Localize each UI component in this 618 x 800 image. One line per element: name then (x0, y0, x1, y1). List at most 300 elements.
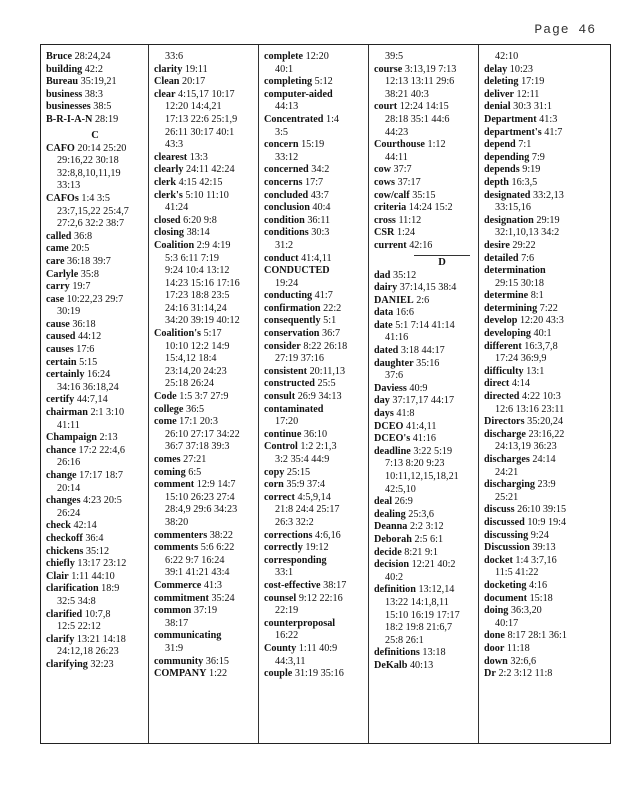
index-term: Code (154, 391, 177, 403)
index-entry (484, 656, 608, 669)
index-entry (46, 89, 144, 102)
index-term: case (46, 293, 65, 305)
page-line-refs-continued: 25:18 26:24 (165, 378, 214, 390)
page-line-refs-continued: 11:5 41:22 (495, 567, 539, 579)
page-line-refs: 13:17 23:12 (77, 558, 127, 570)
index-entry (264, 177, 364, 190)
page-line-refs: 2:2 3:12 11:8 (498, 668, 553, 680)
index-term: chairman (46, 407, 88, 419)
index-term: current (374, 239, 407, 251)
page-line-refs-continued: 40:2 (385, 571, 404, 583)
index-term: copy (264, 466, 285, 478)
index-entry (484, 341, 608, 366)
index-entry (46, 583, 144, 608)
page-line-refs-continued: 36:7 37:18 39:3 (165, 441, 230, 453)
index-entry (484, 190, 608, 215)
index-entry (484, 315, 608, 328)
index-entry (46, 571, 144, 584)
page-line-refs: 10:23 (509, 63, 533, 75)
index-entry (264, 378, 364, 391)
index-term: CAFO (46, 142, 75, 154)
index-entry (484, 580, 608, 593)
page-line-refs: 30:3 (311, 227, 330, 239)
index-entry (484, 114, 608, 127)
index-term: college (154, 403, 184, 415)
page-line-refs: 10:7,8 (84, 608, 111, 620)
index-term: dairy (374, 282, 398, 294)
index-entry (264, 76, 364, 89)
index-entry (264, 290, 364, 303)
index-column-5 (479, 45, 612, 743)
index-term: certain (46, 356, 77, 368)
page-line-refs: 1:24 (396, 227, 416, 239)
page-line-refs: 13:21 14:18 (76, 633, 126, 645)
index-entry (154, 152, 254, 165)
page-line-refs: 40:9 (409, 382, 428, 394)
page-line-refs: 42:16 (409, 239, 433, 251)
index-entry (154, 64, 254, 77)
page-line-refs-continued: 38:20 (165, 516, 189, 528)
page-line-refs-continued: 7:13 8:20 9:23 (385, 458, 445, 470)
index-entry (374, 433, 474, 446)
index-term: counsel (264, 592, 297, 604)
page-line-refs: 41:3 (203, 579, 222, 591)
index-entry (484, 152, 608, 165)
index-entry (264, 668, 364, 681)
index-entry (46, 294, 144, 319)
index-term: B-R-I-A-N (46, 113, 93, 125)
page-line-refs-continued: 28:4,9 29:6 34:23 (165, 504, 238, 516)
page-line-refs: 7:22 (539, 302, 558, 314)
page-line-refs: 1:4 3:5 (81, 192, 110, 204)
page-line-refs: 24:14 (532, 454, 556, 465)
page-line-refs: 41:4,11 (405, 420, 437, 432)
index-entry (264, 341, 364, 366)
index-entry (46, 344, 144, 357)
index-entry (154, 190, 254, 215)
index-term: Daviess (374, 382, 407, 394)
page-line-refs: 33:6 (165, 51, 184, 62)
index-term: consider (264, 340, 301, 352)
page-line-refs: 5:6 6:22 (200, 542, 235, 554)
index-term: determination (484, 265, 546, 277)
index-term: course (374, 63, 403, 75)
index-entry (374, 647, 474, 660)
index-term: dad (374, 269, 391, 281)
page-line-refs: 25:3,6 (408, 508, 435, 520)
page-line-refs: 35:12 (85, 545, 110, 557)
index-entry (374, 559, 474, 584)
page-line-refs-continued: 5:3 6:11 7:19 (165, 252, 219, 264)
page-line-refs-continued: 24:21 (495, 466, 519, 478)
index-term: Champaign (46, 432, 97, 444)
page-line-refs: 4:22 10:3 (522, 391, 561, 403)
page-line-refs: 38:3 (84, 88, 103, 100)
page-line-refs: 16:24 (87, 369, 111, 381)
index-entry (484, 630, 608, 643)
page-line-refs-continued: 41:16 (385, 332, 409, 344)
page-line-refs-continued: 34:20 39:19 40:12 (165, 315, 240, 327)
page-line-refs: 23:16,22 (528, 428, 565, 440)
page-line-refs: 36:18 39:7 (67, 255, 111, 267)
index-term: court (374, 101, 398, 113)
page-line-refs: 13:18 (422, 647, 446, 659)
index-term: clarifying (46, 658, 88, 670)
page-line-refs-continued: 44:3,11 (275, 655, 306, 667)
page-line-refs: 38:14 (186, 227, 210, 239)
page-line-refs: 25:15 (286, 466, 311, 478)
index-entry (264, 555, 364, 580)
index-term: document (484, 592, 528, 604)
index-term: comment (154, 479, 195, 491)
index-entry (374, 660, 474, 673)
page-line-refs: 16:3,5 (511, 176, 538, 188)
index-entry (46, 281, 144, 294)
index-term: building (46, 63, 83, 75)
index-entry (374, 240, 474, 253)
index-entry (374, 270, 474, 283)
index-entry (374, 282, 474, 295)
index-term: conduct (264, 252, 299, 264)
page-line-refs: 29:22 (512, 239, 536, 251)
page-line-refs-continued: 37:6 (385, 370, 404, 382)
index-entry (374, 227, 474, 240)
index-column-2 (149, 45, 259, 743)
page-line-refs: 44:7,14 (76, 394, 108, 406)
page-line-refs: 12:21 40:2 (411, 559, 456, 571)
index-entry (264, 580, 364, 593)
index-entry (46, 319, 144, 332)
index-entry (374, 177, 474, 190)
page-line-refs: 5:10 11:10 (185, 189, 229, 201)
page-line-refs-continued: 31:9 (165, 642, 184, 654)
page-line-refs-continued: 12:13 13:11 29:6 (385, 76, 455, 88)
index-term: Carlyle (46, 268, 79, 280)
index-term: clearly (154, 164, 184, 176)
page-line-refs: 17:2 22:4,6 (78, 444, 125, 456)
index-entry (484, 89, 608, 102)
index-entry (484, 240, 608, 253)
page-line-refs: 19:12 (305, 542, 329, 554)
index-term: DCEO's (374, 433, 411, 445)
index-term: desire (484, 239, 510, 251)
page-line-refs-continued: 20:14 (57, 482, 81, 494)
page-line-refs: 7:9 (531, 151, 545, 163)
page-line-refs: 41:16 (412, 433, 436, 445)
index-entry (374, 51, 474, 64)
index-entry (46, 546, 144, 559)
page-line-refs: 38:22 (209, 529, 233, 541)
index-entry (484, 504, 608, 517)
page-line-refs-continued: 17:23 18:8 23:5 (165, 290, 230, 302)
index-entry (154, 668, 254, 681)
page-line-refs: 6:20 9:8 (183, 214, 217, 226)
index-term: completing (264, 76, 313, 88)
index-term: delay (484, 63, 508, 75)
page-line-refs-continued: 3:5 (275, 126, 289, 138)
page-line-refs: 8:21 9:1 (404, 546, 438, 558)
page-line-refs: 16:6 (395, 307, 414, 319)
index-term: different (484, 340, 522, 352)
index-entry (46, 231, 144, 244)
page-line-refs: 35:15 (412, 189, 436, 201)
page-line-refs: 9:12 22:16 (298, 592, 343, 604)
index-entry (374, 509, 474, 522)
index-entry (484, 366, 608, 379)
page-line-refs-continued: 23:7,15,22 25:4,7 (57, 205, 129, 217)
index-term: caused (46, 331, 76, 343)
index-term: concerns (264, 176, 303, 188)
index-term: condition (264, 214, 305, 226)
page-line-refs-continued: 12:5 22:12 (57, 621, 101, 633)
index-term: County (264, 642, 297, 654)
index-term: corrections (264, 529, 313, 541)
page-line-refs: 36:7 (322, 328, 341, 340)
index-term: comments (154, 542, 199, 554)
index-entry (154, 530, 254, 543)
index-term: come (154, 416, 177, 428)
index-term: days (374, 408, 394, 420)
index-term: decision (374, 559, 410, 571)
index-entry (484, 517, 608, 530)
page-line-refs: 4:6,16 (315, 529, 341, 541)
page-line-refs-continued: 15:4,12 18:4 (165, 353, 217, 365)
index-term: Clair (46, 570, 69, 582)
page-line-refs: 23:9 (537, 479, 556, 491)
page-line-refs: 31:19 35:16 (294, 668, 344, 680)
index-entry (484, 51, 608, 64)
index-entry (484, 328, 608, 341)
index-entry (374, 295, 474, 308)
index-term: corn (264, 479, 284, 491)
page-line-refs: 17:17 18:7 (79, 470, 123, 481)
index-entry (374, 496, 474, 509)
index-term: detailed (484, 252, 519, 264)
index-term: clear (154, 88, 176, 100)
page-line-refs-continued: 24:12,18 26:23 (57, 646, 119, 658)
page-line-refs: 13:3 (189, 151, 208, 163)
page-line-refs: 20:5 (71, 243, 90, 255)
index-entry (484, 643, 608, 656)
page-line-refs-continued: 38:17 (165, 617, 189, 629)
page-line-refs-continued: 27:19 37:16 (275, 353, 324, 365)
index-term: depend (484, 139, 516, 151)
index-entry (264, 114, 364, 139)
index-term: cost-effective (264, 579, 321, 591)
page-line-refs: 28:24,24 (74, 51, 111, 62)
index-term: deadline (374, 445, 411, 457)
index-term: conservation (264, 328, 320, 340)
index-entry (154, 542, 254, 580)
index-term: cross (374, 214, 396, 226)
page-line-refs-continued: 14:23 15:16 17:16 (165, 277, 240, 289)
index-entry (46, 520, 144, 533)
index-term: cows (374, 176, 395, 188)
index-entry (374, 584, 474, 647)
index-entry (374, 202, 474, 215)
page-line-refs: 1:4 (325, 113, 339, 125)
index-entry (154, 454, 254, 467)
page-line-refs-continued: 10:10 12:2 14:9 (165, 340, 230, 352)
index-entry (154, 656, 254, 669)
index-term: computer-aided (264, 88, 333, 100)
index-entry (264, 391, 364, 404)
index-term: DeKalb (374, 659, 408, 671)
index-term: Discussion (484, 542, 530, 554)
index-entry (46, 634, 144, 659)
page-line-refs: 17:1 20:3 (179, 416, 218, 428)
index-entry (264, 492, 364, 530)
index-entry (46, 432, 144, 445)
index-term: Bureau (46, 76, 79, 88)
index-term: constructed (264, 378, 315, 390)
index-term: determining (484, 302, 538, 314)
index-entry (264, 530, 364, 543)
page-line-refs-continued: 40:1 (275, 63, 294, 75)
index-entry (484, 303, 608, 316)
page-line-refs: 3:18 44:17 (400, 345, 445, 357)
index-term: Department (484, 113, 537, 125)
page-line-refs-continued: 40:17 (495, 617, 519, 629)
page-line-refs-continued: 9:24 10:4 13:12 (165, 265, 230, 277)
page-line-refs-continued: 15:10 26:23 27:4 (165, 491, 235, 503)
index-term: clerk's (154, 189, 183, 201)
page-number: Page 46 (534, 22, 596, 37)
index-entry (154, 215, 254, 228)
page-line-refs-continued: 25:8 26:1 (385, 634, 424, 646)
page-line-refs: 29:19 (536, 214, 560, 226)
page-line-refs: 40:4 (312, 202, 331, 214)
page-line-refs-continued: 41:11 (57, 419, 80, 431)
index-entry (264, 366, 364, 379)
page-line-refs: 38:17 (323, 579, 347, 591)
index-entry (46, 193, 144, 231)
index-entry (264, 190, 364, 203)
page-line-refs-continued: 28:18 35:1 44:6 (385, 113, 450, 125)
page-line-refs-continued: 15:10 16:19 17:17 (385, 609, 460, 621)
page-line-refs: 13:1 (526, 365, 545, 377)
page-line-refs: 20:17 (182, 76, 206, 88)
page-line-refs: 15:18 (529, 592, 553, 604)
index-entry (154, 240, 254, 328)
page-line-refs-continued: 33:13 (57, 180, 81, 192)
index-entry (154, 328, 254, 391)
index-entry (46, 357, 144, 370)
index-term: correct (264, 491, 295, 503)
index-term: cow (374, 164, 391, 176)
page-line-refs-continued: 34:16 36:18,24 (57, 381, 119, 393)
index-term: clarify (46, 633, 75, 645)
index-term: clearest (154, 151, 188, 163)
index-entry (484, 378, 608, 391)
page-line-refs: 14:24 15:2 (408, 202, 453, 214)
index-term: conclusion (264, 202, 310, 214)
index-entry (264, 315, 364, 328)
index-entry (374, 320, 474, 345)
page-line-refs-continued: 32:5 34:8 (57, 595, 96, 607)
index-entry (484, 416, 608, 429)
page-line-refs-continued: 19:24 (275, 277, 299, 289)
index-entry (484, 164, 608, 177)
index-term: discharge (484, 428, 526, 440)
index-term: confirmation (264, 302, 321, 314)
index-term: COMPANY (154, 668, 207, 680)
index-entry (46, 76, 144, 89)
index-term: certify (46, 394, 75, 406)
index-entry (46, 394, 144, 407)
index-term: comes (154, 454, 181, 465)
page-line-refs-continued: 17:13 22:6 25:1,9 (165, 113, 238, 125)
index-term: CAFOs (46, 192, 79, 204)
index-term: common (154, 605, 192, 617)
page-line-refs: 17:7 (305, 176, 324, 188)
index-entry (154, 416, 254, 454)
index-entry (46, 143, 144, 193)
page-line-refs: 7:1 (518, 139, 532, 151)
page-line-refs: 37:14,15 38:4 (399, 282, 457, 294)
index-term: consult (264, 391, 296, 403)
page-line-refs-continued: 44:13 (275, 101, 299, 113)
index-term: complete (264, 51, 304, 62)
index-entry (374, 164, 474, 177)
index-term: came (46, 243, 69, 255)
page-line-refs-continued: 30:19 (57, 306, 81, 318)
index-entry (264, 164, 364, 177)
index-entry (484, 668, 608, 681)
index-term: Bruce (46, 51, 73, 62)
index-term: depending (484, 151, 530, 163)
index-term: conducting (264, 290, 313, 302)
index-term: change (46, 470, 77, 481)
page-line-refs: 35:20,24 (527, 416, 564, 428)
page-line-refs-continued: 17:24 36:9,9 (495, 353, 547, 365)
page-line-refs: 2:9 4:19 (196, 239, 231, 251)
index-term: commitment (154, 592, 209, 604)
page-line-refs: 19:7 (72, 281, 91, 293)
index-term: discuss (484, 504, 515, 516)
index-term: developing (484, 328, 531, 340)
page-line-refs-continued: 22:19 (275, 605, 299, 617)
index-term: Dr (484, 668, 496, 680)
page-line-refs: 8:17 28:1 36:1 (507, 630, 567, 642)
index-entry (264, 139, 364, 164)
index-term: discharges (484, 454, 530, 465)
index-entry (264, 618, 364, 643)
index-entry (374, 139, 474, 164)
page-line-refs: 25:5 (317, 378, 336, 390)
page-line-refs: 4:16 (529, 579, 548, 591)
page-line-refs-continued: 6:22 9:7 16:24 (165, 554, 225, 566)
page-line-refs: 41:7 (314, 290, 333, 302)
page-line-refs: 11:12 (398, 214, 422, 226)
index-term: conditions (264, 227, 309, 239)
index-term: Deborah (374, 533, 412, 545)
index-term: Control (264, 441, 298, 453)
index-term: Deanna (374, 521, 408, 533)
page-line-refs: 35:12 (392, 269, 417, 281)
page-line-refs: 36:10 (303, 428, 328, 440)
index-entry (264, 429, 364, 442)
page-line-refs-continued: 13:22 14:1,8,11 (385, 596, 449, 608)
page-line-refs: 36:4 (85, 532, 104, 544)
index-term: direct (484, 378, 510, 390)
index-entry (484, 530, 608, 543)
index-term: DANIEL (374, 294, 414, 306)
index-entry (154, 76, 254, 89)
index-entry (374, 446, 474, 496)
index-term: check (46, 520, 71, 532)
index-entry (46, 445, 144, 470)
